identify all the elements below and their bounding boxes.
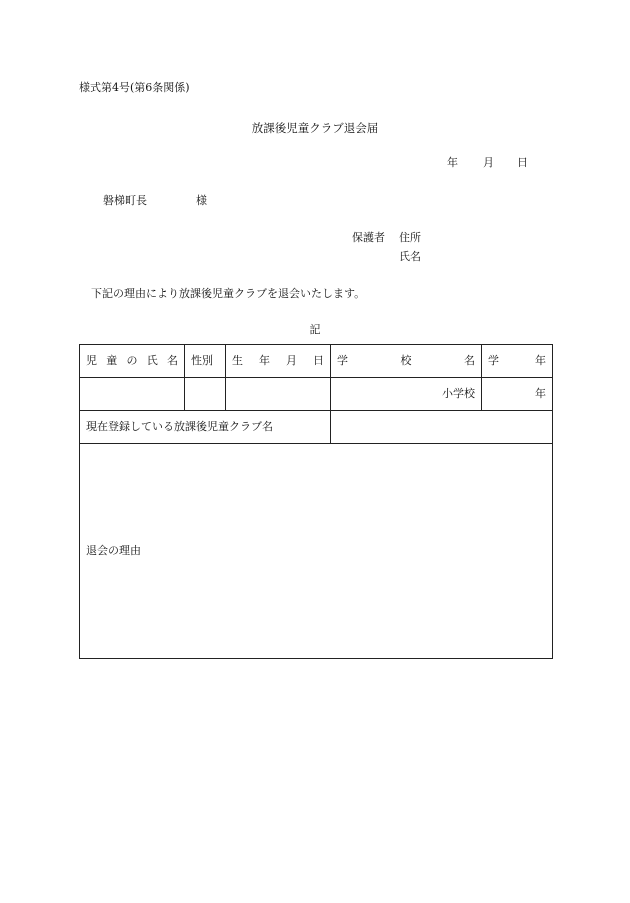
header-row (80, 345, 553, 378)
school-name-header: 学 校 名 (331, 345, 482, 378)
body-statement: 下記の理由により放課後児童クラブを退会いたします。 (91, 287, 366, 300)
gender-header: 性別 (185, 345, 226, 378)
birthdate-cell[interactable] (226, 378, 331, 411)
date-day-label: 日 (517, 156, 528, 169)
ki-heading: 記 (309, 323, 321, 336)
entry-row (80, 378, 553, 411)
reason-label: 退会の理由 (86, 544, 141, 557)
guardian-label: 保護者 (352, 231, 385, 244)
addressee-honorific: 様 (196, 194, 207, 207)
reason-cell[interactable] (80, 444, 553, 659)
birthdate-header: 生 年 月 日 (226, 345, 331, 378)
grade-cell[interactable]: 年 (482, 378, 553, 411)
club-name-cell[interactable] (331, 411, 553, 444)
school-cell[interactable]: 小学校 (331, 378, 482, 411)
child-name-cell[interactable] (80, 378, 185, 411)
gender-cell[interactable] (185, 378, 226, 411)
form-number: 様式第4号(第6条関係) (79, 81, 190, 94)
withdrawal-form-table (79, 344, 553, 659)
club-label: 現在登録している放課後児童クラブ名 (80, 411, 331, 444)
reason-row (80, 444, 553, 659)
child-name-header: 児 童 の 氏 名 (80, 345, 185, 378)
name-label: 氏名 (399, 250, 421, 263)
date-month-label: 月 (483, 156, 494, 169)
addressee-name: 磐梯町長 (103, 194, 147, 207)
date-year-label: 年 (447, 156, 458, 169)
document-title: 放課後児童クラブ退会届 (251, 121, 379, 135)
address-label: 住所 (399, 231, 421, 244)
club-row (80, 411, 553, 444)
grade-header: 学 年 (482, 345, 553, 378)
